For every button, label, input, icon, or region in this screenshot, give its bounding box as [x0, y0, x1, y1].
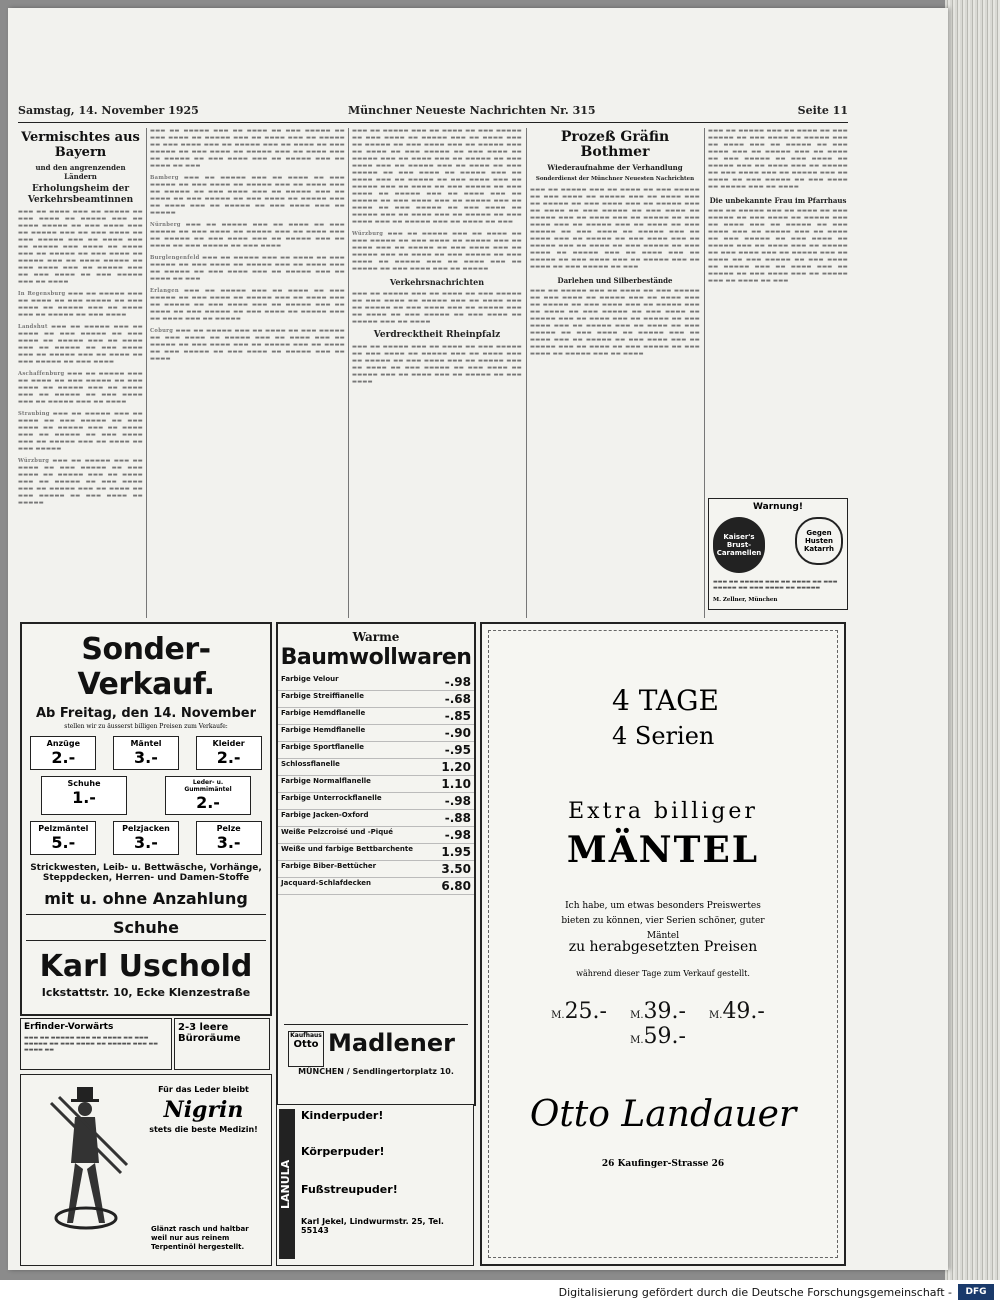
ad-uschold-schuhe-block: [26, 914, 266, 941]
subheading-pfarrhaus: Die unbekannte Frau im Pfarrhaus: [709, 196, 847, 205]
ad-madlener-row: Farbige Hemdflanelle -.85: [278, 708, 474, 725]
article-text-straubing: Straubing ▬▬▬ ▬▬ ▬▬▬▬▬ ▬▬▬ ▬▬ ▬▬▬▬ ▬▬ ▬▬▬ ▬▬▬▬▬ ▬▬ ▬▬▬ ▬▬▬▬ ▬▬ ▬▬▬▬▬ ▬▬▬ ▬▬ ▬▬▬▬ ▬▬▬ ▬▬ ▬▬▬▬▬ ▬▬ ▬▬▬ ▬▬▬▬ ▬▬▬ ▬▬ ▬▬▬▬▬ ▬▬▬ ▬▬ ▬▬▬▬ ▬▬ ▬▬▬ ▬▬▬▬▬: [18, 411, 143, 452]
ad-madlener-row: Farbige Jacken-Oxford -.88: [278, 810, 474, 827]
ad-erfinder: Erfinder-Vorwärts ▬▬▬ ▬▬ ▬▬▬▬▬ ▬▬▬ ▬▬ ▬▬▬▬ ▬▬ ▬▬▬ ▬▬▬▬▬ ▬▬ ▬▬▬ ▬▬▬▬ ▬▬ ▬▬▬▬▬ ▬▬▬ ▬▬ ▬▬▬▬ ▬▬: [20, 1018, 172, 1070]
ad-madlener-firm: Madlener: [328, 1029, 455, 1057]
place-wuerzburg: Würzburg: [18, 458, 50, 464]
ad-uschold-sub: stellen wir zu äusserst billigen Preisen zum Verkaufe:: [64, 723, 228, 730]
ad-landauer-firm: Otto Landauer: [529, 1094, 797, 1135]
column-5: [530, 128, 700, 618]
article-text-aschaffenburg: Aschaffenburg ▬▬▬ ▬▬ ▬▬▬▬▬ ▬▬▬ ▬▬ ▬▬▬▬ ▬▬ ▬▬▬ ▬▬▬▬▬ ▬▬ ▬▬▬ ▬▬▬▬ ▬▬ ▬▬▬▬▬ ▬▬▬ ▬▬ ▬▬▬▬ ▬▬▬ ▬▬ ▬▬▬▬▬ ▬▬ ▬▬▬ ▬▬▬▬ ▬▬▬ ▬▬ ▬▬▬▬▬ ▬▬▬ ▬▬ ▬▬▬▬: [18, 371, 143, 405]
ad-landauer-extra: Extra billiger: [568, 799, 758, 824]
ad-madlener-row: Weiße und farbige Bettbarchente 1.95: [278, 844, 474, 861]
column-rule: [526, 128, 527, 618]
page-header: [18, 100, 848, 123]
article-byline: Sonderdienst der Münchner Neuesten Nachrichten: [535, 176, 695, 182]
ad-uschold-item: Leder- u. Gummimäntel 2.-: [165, 776, 251, 815]
header-masthead: Münchner Neueste Nachrichten Nr. 315: [348, 104, 596, 117]
place-regensburg: In Regensburg: [18, 291, 66, 297]
ad-landauer-maentel: MÄNTEL: [566, 829, 760, 871]
ad-uschold-item: Anzüge 2.-: [30, 736, 96, 770]
article-text-darlehen: ▬▬▬ ▬▬ ▬▬▬▬▬ ▬▬▬ ▬▬ ▬▬▬▬ ▬▬ ▬▬▬ ▬▬▬▬▬ ▬▬ ▬▬▬ ▬▬▬▬ ▬▬ ▬▬▬▬▬ ▬▬▬ ▬▬ ▬▬▬▬ ▬▬▬ ▬▬ ▬▬▬▬▬ ▬▬ ▬▬▬ ▬▬▬▬ ▬▬▬ ▬▬ ▬▬▬▬▬ ▬▬▬ ▬▬ ▬▬▬▬ ▬▬ ▬▬▬ ▬▬▬▬▬ ▬▬ ▬▬▬ ▬▬▬▬ ▬▬ ▬▬▬▬▬ ▬▬▬ ▬▬ ▬▬▬▬ ▬▬▬ ▬▬ ▬▬▬▬▬ ▬▬ ▬▬▬ ▬▬▬▬ ▬▬▬ ▬▬ ▬▬▬▬▬ ▬▬▬ ▬▬ ▬▬▬▬ ▬▬ ▬▬▬ ▬▬▬▬▬ ▬▬ ▬▬▬ ▬▬▬▬ ▬▬ ▬▬▬▬▬ ▬▬▬ ▬▬ ▬▬▬▬ ▬▬▬ ▬▬ ▬▬▬▬▬ ▬▬ ▬▬▬ ▬▬▬▬ ▬▬▬ ▬▬ ▬▬▬▬▬ ▬▬▬ ▬▬ ▬▬▬▬ ▬▬ ▬▬▬ ▬▬▬▬▬ ▬▬ ▬▬▬ ▬▬▬▬ ▬▬ ▬▬▬▬▬ ▬▬▬ ▬▬ ▬▬▬▬: [530, 288, 700, 357]
ad-bueroraeume-title: 2-3 leere Büroräume: [178, 1022, 241, 1044]
ad-landauer: [480, 622, 846, 1266]
ad-madlener-row: Farbige Velour -.98: [278, 674, 474, 691]
ad-lanula-kinderpuder: Kinderpuder!: [301, 1109, 384, 1122]
ad-landauer-during: während dieser Tage zum Verkauf gestellt.: [576, 969, 750, 978]
ad-landauer-address: 26 Kaufinger-Strasse 26: [601, 1159, 725, 1169]
article-text-regensburg: In Regensburg ▬▬▬ ▬▬ ▬▬▬▬▬ ▬▬▬ ▬▬ ▬▬▬▬ ▬▬ ▬▬▬ ▬▬▬▬▬ ▬▬ ▬▬▬ ▬▬▬▬ ▬▬ ▬▬▬▬▬ ▬▬▬ ▬▬ ▬▬▬▬ ▬▬▬ ▬▬ ▬▬▬▬▬ ▬▬ ▬▬▬ ▬▬▬▬: [18, 291, 143, 318]
ad-madlener-title: Baumwollwaren: [280, 645, 472, 670]
ad-uschold-goods: Strickwesten, Leib- u. Bettwäsche, Vorhänge, Steppdecken, Herren- und Damen-Stoffe: [30, 863, 262, 883]
column-4: [352, 128, 522, 618]
ad-madlener-list: [278, 674, 474, 895]
ad-lanula: [276, 1104, 474, 1266]
place-nuernberg: Nürnberg: [150, 222, 181, 228]
article-text-wuerzburg-2: Würzburg ▬▬▬ ▬▬ ▬▬▬▬▬ ▬▬▬ ▬▬ ▬▬▬▬ ▬▬ ▬▬▬ ▬▬▬▬▬ ▬▬ ▬▬▬ ▬▬▬▬ ▬▬ ▬▬▬▬▬ ▬▬▬ ▬▬ ▬▬▬▬ ▬▬▬ ▬▬ ▬▬▬▬▬ ▬▬ ▬▬▬ ▬▬▬▬ ▬▬▬ ▬▬ ▬▬▬▬▬ ▬▬▬ ▬▬ ▬▬▬▬ ▬▬ ▬▬▬ ▬▬▬▬▬ ▬▬ ▬▬▬ ▬▬▬▬ ▬▬ ▬▬▬▬▬ ▬▬▬ ▬▬ ▬▬▬▬ ▬▬▬ ▬▬ ▬▬▬▬▬ ▬▬ ▬▬▬ ▬▬▬▬ ▬▬▬ ▬▬ ▬▬▬▬▬: [352, 231, 522, 272]
article-text-burglengenfeld: Burglengenfeld ▬▬▬ ▬▬ ▬▬▬▬▬ ▬▬▬ ▬▬ ▬▬▬▬ ▬▬ ▬▬▬ ▬▬▬▬▬ ▬▬ ▬▬▬ ▬▬▬▬ ▬▬ ▬▬▬▬▬ ▬▬▬ ▬▬ ▬▬▬▬ ▬▬▬ ▬▬ ▬▬▬▬▬ ▬▬ ▬▬▬ ▬▬▬▬ ▬▬▬ ▬▬ ▬▬▬▬▬ ▬▬▬ ▬▬ ▬▬▬▬ ▬▬ ▬▬▬: [150, 255, 345, 282]
ad-madlener-top: Warme: [352, 630, 400, 644]
ad-uschold-item: Kleider 2.-: [196, 736, 262, 770]
ad-madlener: [276, 622, 476, 1106]
ad-madlener-row: Farbige Hemdflanelle -.90: [278, 725, 474, 742]
ad-nigrin-top: Für das Leder bleibt: [158, 1085, 249, 1094]
place-burglengenfeld: Burglengenfeld: [150, 255, 200, 261]
column-6-continued: [708, 612, 848, 622]
article-text-landshut: Landshut ▬▬▬ ▬▬ ▬▬▬▬▬ ▬▬▬ ▬▬ ▬▬▬▬ ▬▬ ▬▬▬ ▬▬▬▬▬ ▬▬ ▬▬▬ ▬▬▬▬ ▬▬ ▬▬▬▬▬ ▬▬▬ ▬▬ ▬▬▬▬ ▬▬▬ ▬▬ ▬▬▬▬▬ ▬▬ ▬▬▬ ▬▬▬▬ ▬▬▬ ▬▬ ▬▬▬▬▬ ▬▬▬ ▬▬ ▬▬▬▬ ▬▬ ▬▬▬ ▬▬▬▬▬ ▬▬ ▬▬▬ ▬▬▬▬: [18, 324, 143, 365]
subheading-verkehr: Verkehrsnachrichten: [389, 277, 485, 287]
header-date: Samstag, 14. November 1925: [18, 104, 199, 117]
article-title: Erholungsheim der Verkehrsbeamtinnen: [27, 184, 134, 205]
ad-landauer-price: M.49.-: [709, 999, 765, 1024]
ad-landauer-price: M.59.-: [630, 1024, 686, 1049]
ad-nigrin-brand: Nigrin: [163, 1097, 244, 1123]
ad-uschold-schuhe: Schuhe: [112, 918, 180, 937]
place-bamberg: Bamberg: [150, 175, 179, 181]
ad-kaisers-caramellen: [708, 498, 848, 610]
article-text-verkehr: ▬▬▬ ▬▬ ▬▬▬▬▬ ▬▬▬ ▬▬ ▬▬▬▬ ▬▬ ▬▬▬ ▬▬▬▬▬ ▬▬ ▬▬▬ ▬▬▬▬ ▬▬ ▬▬▬▬▬ ▬▬▬ ▬▬ ▬▬▬▬ ▬▬▬ ▬▬ ▬▬▬▬▬ ▬▬ ▬▬▬ ▬▬▬▬ ▬▬▬ ▬▬ ▬▬▬▬▬ ▬▬▬ ▬▬ ▬▬▬▬ ▬▬ ▬▬▬ ▬▬▬▬▬ ▬▬ ▬▬▬ ▬▬▬▬ ▬▬ ▬▬▬▬▬ ▬▬▬ ▬▬ ▬▬▬▬: [352, 291, 522, 325]
ad-landauer-line1: 4 TAGE: [612, 684, 719, 717]
article-title-bothmer: Prozeß Gräfin Bothmer: [560, 129, 670, 160]
ad-madlener-address: MÜNCHEN / Sendlingertorplatz 10.: [298, 1067, 454, 1076]
place-straubing: Straubing: [18, 411, 50, 417]
ad-kaisers-warnung: Warnung!: [753, 502, 803, 512]
place-erlangen: Erlangen: [150, 288, 179, 294]
column-rule: [348, 128, 349, 618]
ad-lanula-koerperpuder: Körperpuder!: [301, 1145, 385, 1158]
ad-madlener-row: Weiße Pelzcroisé und -Piqué -.98: [278, 827, 474, 844]
ad-madlener-row: Farbige Streiffianelle -.68: [278, 691, 474, 708]
article-text-bamberg: Bamberg ▬▬▬ ▬▬ ▬▬▬▬▬ ▬▬▬ ▬▬ ▬▬▬▬ ▬▬ ▬▬▬ ▬▬▬▬▬ ▬▬ ▬▬▬ ▬▬▬▬ ▬▬ ▬▬▬▬▬ ▬▬▬ ▬▬ ▬▬▬▬ ▬▬▬ ▬▬ ▬▬▬▬▬ ▬▬ ▬▬▬ ▬▬▬▬ ▬▬▬ ▬▬ ▬▬▬▬▬ ▬▬▬ ▬▬ ▬▬▬▬ ▬▬ ▬▬▬ ▬▬▬▬▬ ▬▬ ▬▬▬ ▬▬▬▬ ▬▬ ▬▬▬▬▬ ▬▬▬ ▬▬ ▬▬▬▬ ▬▬▬ ▬▬ ▬▬▬▬▬ ▬▬ ▬▬▬ ▬▬▬▬ ▬▬▬ ▬▬ ▬▬▬▬▬: [150, 175, 345, 216]
ad-lanula-brand: LANULA: [279, 1109, 295, 1259]
ad-kaisers-text: ▬▬▬ ▬▬ ▬▬▬▬▬ ▬▬▬ ▬▬ ▬▬▬▬ ▬▬ ▬▬▬ ▬▬▬▬▬ ▬▬ ▬▬▬ ▬▬▬▬ ▬▬ ▬▬▬▬▬: [713, 579, 838, 591]
ad-landauer-price: M.25.-: [551, 999, 607, 1024]
place-coburg: Coburg: [150, 328, 174, 334]
column-1: [18, 128, 143, 618]
ad-kaisers-distributor: M. Zellner, München: [713, 597, 778, 603]
ad-madlener-row: Farbige Unterrockflanelle -.98: [278, 793, 474, 810]
ad-nigrin: [20, 1074, 272, 1266]
section-title: Vermischtes aus Bayern: [21, 130, 140, 160]
ad-uschold-item: Mäntel 3.-: [113, 736, 179, 770]
ad-uschold-title: Sonder-Verkauf.: [77, 632, 215, 702]
ad-uschold-address: Ickstattstr. 10, Ecke Klenzestraße: [41, 986, 251, 999]
column-6-text: ▬▬▬ ▬▬ ▬▬▬▬▬ ▬▬▬ ▬▬ ▬▬▬▬ ▬▬ ▬▬▬ ▬▬▬▬▬ ▬▬ ▬▬▬ ▬▬▬▬ ▬▬ ▬▬▬▬▬ ▬▬▬ ▬▬ ▬▬▬▬ ▬▬▬ ▬▬ ▬▬▬▬▬ ▬▬ ▬▬▬ ▬▬▬▬ ▬▬▬ ▬▬ ▬▬▬▬▬ ▬▬▬ ▬▬ ▬▬▬▬ ▬▬ ▬▬▬ ▬▬▬▬▬ ▬▬ ▬▬▬ ▬▬▬▬ ▬▬ ▬▬▬▬▬ ▬▬▬ ▬▬ ▬▬▬▬ ▬▬▬ ▬▬ ▬▬▬▬▬ ▬▬ ▬▬▬ ▬▬▬▬ ▬▬▬ ▬▬ ▬▬▬▬▬ ▬▬▬ ▬▬ ▬▬▬▬ ▬▬ ▬▬▬ ▬▬▬▬▬ ▬▬ ▬▬▬ ▬▬▬▬ ▬▬ ▬▬▬▬▬ ▬▬▬ ▬▬ ▬▬▬▬: [708, 128, 848, 190]
ad-kaisers-gegen-husten: Gegen Husten Katarrh: [795, 517, 843, 565]
ad-madlener-firm-block: [284, 1024, 468, 1085]
section-subtitle: und den angrenzenden Ländern: [35, 163, 126, 181]
column-rule: [146, 128, 147, 618]
footer-text: Digitalisierung gefördert durch die Deutsche Forschungsgemeinschaft -: [558, 1286, 952, 1299]
ad-uschold: [20, 622, 272, 1016]
ad-lanula-jekel: Karl Jekel, Lindwurmstr. 25, Tel. 55143: [301, 1217, 444, 1235]
ad-madlener-logo: Kaufhaus Otto: [288, 1031, 324, 1067]
book-page-edges: [945, 0, 1000, 1280]
ad-uschold-payment: mit u. ohne Anzahlung: [44, 889, 248, 908]
ad-nigrin-bottom: Glänzt rasch und haltbar weil nur aus reinem Terpentinöl hergestellt.: [151, 1225, 249, 1251]
ad-uschold-date: Ab Freitag, den 14. November: [35, 706, 257, 721]
ad-uschold-item: Schuhe 1.-: [41, 776, 127, 815]
ad-uschold-item: Pelzjacken 3.-: [113, 821, 179, 855]
ad-madlener-row: Schlossflanelle 1.20: [278, 759, 474, 776]
ad-kaisers-brand: Kaiser's Brust-Caramellen: [716, 533, 762, 557]
dfg-logo: DFG: [958, 1284, 994, 1300]
article-subtitle-bothmer: Wiederaufnahme der Verhandlung: [547, 163, 683, 172]
column-6: [708, 128, 848, 498]
ad-uschold-row-1: [22, 736, 270, 770]
article-text-erlangen: Erlangen ▬▬▬ ▬▬ ▬▬▬▬▬ ▬▬▬ ▬▬ ▬▬▬▬ ▬▬ ▬▬▬ ▬▬▬▬▬ ▬▬ ▬▬▬ ▬▬▬▬ ▬▬ ▬▬▬▬▬ ▬▬▬ ▬▬ ▬▬▬▬ ▬▬▬ ▬▬ ▬▬▬▬▬ ▬▬ ▬▬▬ ▬▬▬▬ ▬▬▬ ▬▬ ▬▬▬▬▬ ▬▬▬ ▬▬ ▬▬▬▬ ▬▬ ▬▬▬ ▬▬▬▬▬ ▬▬ ▬▬▬ ▬▬▬▬ ▬▬ ▬▬▬▬▬ ▬▬▬ ▬▬ ▬▬▬▬ ▬▬▬ ▬▬ ▬▬▬▬▬: [150, 288, 345, 322]
ad-madlener-row: Farbige Sportflanelle -.95: [278, 742, 474, 759]
ad-lanula-fussstreupuder: Fußstreupuder!: [301, 1183, 398, 1196]
ad-madlener-row: Farbige Biber-Bettücher 3.50: [278, 861, 474, 878]
ad-madlener-row: Jacquard-Schlafdecken 6.80: [278, 878, 474, 895]
column-2: [150, 128, 345, 618]
ad-uschold-row-2: [22, 776, 270, 815]
ad-nigrin-sub: stets die beste Medizin!: [149, 1125, 258, 1134]
place-aschaffenburg: Aschaffenburg: [18, 371, 65, 377]
ad-erfinder-title: Erfinder-Vorwärts: [24, 1022, 114, 1032]
ad-kaisers-logo: [713, 517, 765, 573]
article-text-bothmer: ▬▬▬ ▬▬ ▬▬▬▬▬ ▬▬▬ ▬▬ ▬▬▬▬ ▬▬ ▬▬▬ ▬▬▬▬▬ ▬▬ ▬▬▬ ▬▬▬▬ ▬▬ ▬▬▬▬▬ ▬▬▬ ▬▬ ▬▬▬▬ ▬▬▬ ▬▬ ▬▬▬▬▬ ▬▬ ▬▬▬ ▬▬▬▬ ▬▬▬ ▬▬ ▬▬▬▬▬ ▬▬▬ ▬▬ ▬▬▬▬ ▬▬ ▬▬▬ ▬▬▬▬▬ ▬▬ ▬▬▬ ▬▬▬▬ ▬▬ ▬▬▬▬▬ ▬▬▬ ▬▬ ▬▬▬▬ ▬▬▬ ▬▬ ▬▬▬▬▬ ▬▬ ▬▬▬ ▬▬▬▬ ▬▬▬ ▬▬ ▬▬▬▬▬ ▬▬▬ ▬▬ ▬▬▬▬ ▬▬ ▬▬▬ ▬▬▬▬▬ ▬▬ ▬▬▬ ▬▬▬▬ ▬▬ ▬▬▬▬▬ ▬▬▬ ▬▬ ▬▬▬▬ ▬▬▬ ▬▬ ▬▬▬▬▬ ▬▬ ▬▬▬ ▬▬▬▬ ▬▬▬ ▬▬ ▬▬▬▬▬ ▬▬▬ ▬▬ ▬▬▬▬ ▬▬ ▬▬▬ ▬▬▬▬▬ ▬▬ ▬▬▬ ▬▬▬▬ ▬▬ ▬▬▬▬▬ ▬▬▬ ▬▬ ▬▬▬▬ ▬▬▬ ▬▬ ▬▬▬▬▬ ▬▬ ▬▬▬ ▬▬▬▬ ▬▬▬ ▬▬ ▬▬▬▬▬ ▬▬▬ ▬▬ ▬▬▬▬ ▬▬ ▬▬▬ ▬▬▬▬▬ ▬▬ ▬▬▬: [530, 187, 700, 270]
column-2-text: ▬▬▬ ▬▬ ▬▬▬▬▬ ▬▬▬ ▬▬ ▬▬▬▬ ▬▬ ▬▬▬ ▬▬▬▬▬ ▬▬ ▬▬▬ ▬▬▬▬ ▬▬ ▬▬▬▬▬ ▬▬▬ ▬▬ ▬▬▬▬ ▬▬▬ ▬▬ ▬▬▬▬▬ ▬▬ ▬▬▬ ▬▬▬▬ ▬▬▬ ▬▬ ▬▬▬▬▬ ▬▬▬ ▬▬ ▬▬▬▬ ▬▬ ▬▬▬ ▬▬▬▬▬ ▬▬ ▬▬▬ ▬▬▬▬ ▬▬ ▬▬▬▬▬ ▬▬▬ ▬▬ ▬▬▬▬ ▬▬▬ ▬▬ ▬▬▬▬▬ ▬▬ ▬▬▬ ▬▬▬▬ ▬▬▬ ▬▬ ▬▬▬▬▬ ▬▬▬ ▬▬ ▬▬▬▬ ▬▬ ▬▬▬: [150, 128, 345, 169]
place-landshut: Landshut: [18, 324, 48, 330]
article-text-nuernberg: Nürnberg ▬▬▬ ▬▬ ▬▬▬▬▬ ▬▬▬ ▬▬ ▬▬▬▬ ▬▬ ▬▬▬ ▬▬▬▬▬ ▬▬ ▬▬▬ ▬▬▬▬ ▬▬ ▬▬▬▬▬ ▬▬▬ ▬▬ ▬▬▬▬ ▬▬▬ ▬▬ ▬▬▬▬▬ ▬▬ ▬▬▬ ▬▬▬▬ ▬▬▬ ▬▬ ▬▬▬▬▬ ▬▬▬ ▬▬ ▬▬▬▬ ▬▬ ▬▬▬ ▬▬▬▬▬ ▬▬ ▬▬▬ ▬▬▬▬: [150, 222, 345, 249]
column-rule: [704, 128, 705, 618]
article-text-coburg: Coburg ▬▬▬ ▬▬ ▬▬▬▬▬ ▬▬▬ ▬▬ ▬▬▬▬ ▬▬ ▬▬▬ ▬▬▬▬▬ ▬▬ ▬▬▬ ▬▬▬▬ ▬▬ ▬▬▬▬▬ ▬▬▬ ▬▬ ▬▬▬▬ ▬▬▬ ▬▬ ▬▬▬▬▬ ▬▬ ▬▬▬ ▬▬▬▬ ▬▬▬ ▬▬ ▬▬▬▬▬ ▬▬▬ ▬▬ ▬▬▬▬ ▬▬ ▬▬▬ ▬▬▬▬▬ ▬▬ ▬▬▬ ▬▬▬▬ ▬▬ ▬▬▬▬▬ ▬▬▬ ▬▬ ▬▬▬▬: [150, 328, 345, 362]
digitization-footer: [0, 1280, 1000, 1304]
ad-uschold-row-3: [22, 821, 270, 855]
newspaper-page: [8, 8, 948, 1270]
ad-landauer-body: Ich habe, um etwas besonders Preiswertes bieten zu können, vier Serien schöner, guter Mäntel: [561, 901, 765, 941]
ad-uschold-item: Pelze 3.-: [196, 821, 262, 855]
article-text-pfarrhaus: ▬▬▬ ▬▬ ▬▬▬▬▬ ▬▬▬ ▬▬ ▬▬▬▬ ▬▬ ▬▬▬ ▬▬▬▬▬ ▬▬ ▬▬▬ ▬▬▬▬ ▬▬ ▬▬▬▬▬ ▬▬▬ ▬▬ ▬▬▬▬ ▬▬▬ ▬▬ ▬▬▬▬▬ ▬▬ ▬▬▬ ▬▬▬▬ ▬▬▬ ▬▬ ▬▬▬▬▬ ▬▬▬ ▬▬ ▬▬▬▬ ▬▬ ▬▬▬ ▬▬▬▬▬ ▬▬ ▬▬▬ ▬▬▬▬ ▬▬ ▬▬▬▬▬ ▬▬▬ ▬▬ ▬▬▬▬ ▬▬▬ ▬▬ ▬▬▬▬▬ ▬▬ ▬▬▬ ▬▬▬▬ ▬▬▬ ▬▬ ▬▬▬▬▬ ▬▬▬ ▬▬ ▬▬▬▬ ▬▬ ▬▬▬ ▬▬▬▬▬ ▬▬ ▬▬▬ ▬▬▬▬ ▬▬ ▬▬▬▬▬ ▬▬▬ ▬▬ ▬▬▬▬ ▬▬▬ ▬▬ ▬▬▬▬▬ ▬▬ ▬▬▬ ▬▬▬▬ ▬▬▬ ▬▬ ▬▬▬▬▬ ▬▬▬ ▬▬ ▬▬▬▬ ▬▬ ▬▬▬: [708, 208, 848, 284]
ad-landauer-price: M.39.-: [630, 999, 686, 1024]
article-text-rheinpfalz: ▬▬▬ ▬▬ ▬▬▬▬▬ ▬▬▬ ▬▬ ▬▬▬▬ ▬▬ ▬▬▬ ▬▬▬▬▬ ▬▬ ▬▬▬ ▬▬▬▬ ▬▬ ▬▬▬▬▬ ▬▬▬ ▬▬ ▬▬▬▬ ▬▬▬ ▬▬ ▬▬▬▬▬ ▬▬ ▬▬▬ ▬▬▬▬ ▬▬▬ ▬▬ ▬▬▬▬▬ ▬▬▬ ▬▬ ▬▬▬▬ ▬▬ ▬▬▬ ▬▬▬▬▬ ▬▬ ▬▬▬ ▬▬▬▬ ▬▬ ▬▬▬▬▬ ▬▬▬ ▬▬ ▬▬▬▬ ▬▬▬ ▬▬ ▬▬▬▬▬ ▬▬ ▬▬▬ ▬▬▬▬: [352, 344, 522, 385]
place-wuerzburg-2: Würzburg: [352, 231, 384, 237]
article-text-wuerzburg: Würzburg ▬▬▬ ▬▬ ▬▬▬▬▬ ▬▬▬ ▬▬ ▬▬▬▬ ▬▬ ▬▬▬ ▬▬▬▬▬ ▬▬ ▬▬▬ ▬▬▬▬ ▬▬ ▬▬▬▬▬ ▬▬▬ ▬▬ ▬▬▬▬ ▬▬▬ ▬▬ ▬▬▬▬▬ ▬▬ ▬▬▬ ▬▬▬▬ ▬▬▬ ▬▬ ▬▬▬▬▬ ▬▬▬ ▬▬ ▬▬▬▬ ▬▬ ▬▬▬ ▬▬▬▬▬ ▬▬ ▬▬▬ ▬▬▬▬ ▬▬ ▬▬▬▬▬: [18, 458, 143, 506]
ad-madlener-row: Farbige Normalflanelle 1.10: [278, 776, 474, 793]
ad-landauer-prices: [512, 999, 822, 1049]
subheading-rheinpfalz: Verdrecktheit Rheinpfalz: [373, 330, 501, 340]
column-4-text: ▬▬▬ ▬▬ ▬▬▬▬▬ ▬▬▬ ▬▬ ▬▬▬▬ ▬▬ ▬▬▬ ▬▬▬▬▬ ▬▬ ▬▬▬ ▬▬▬▬ ▬▬ ▬▬▬▬▬ ▬▬▬ ▬▬ ▬▬▬▬ ▬▬▬ ▬▬ ▬▬▬▬▬ ▬▬ ▬▬▬ ▬▬▬▬ ▬▬▬ ▬▬ ▬▬▬▬▬ ▬▬▬ ▬▬ ▬▬▬▬ ▬▬ ▬▬▬ ▬▬▬▬▬ ▬▬ ▬▬▬ ▬▬▬▬ ▬▬ ▬▬▬▬▬ ▬▬▬ ▬▬ ▬▬▬▬ ▬▬▬ ▬▬ ▬▬▬▬▬ ▬▬ ▬▬▬ ▬▬▬▬ ▬▬▬ ▬▬ ▬▬▬▬▬ ▬▬▬ ▬▬ ▬▬▬▬ ▬▬ ▬▬▬ ▬▬▬▬▬ ▬▬ ▬▬▬ ▬▬▬▬ ▬▬ ▬▬▬▬▬ ▬▬▬ ▬▬ ▬▬▬▬ ▬▬▬ ▬▬ ▬▬▬▬▬ ▬▬ ▬▬▬ ▬▬▬▬ ▬▬▬ ▬▬ ▬▬▬▬▬ ▬▬▬ ▬▬ ▬▬▬▬ ▬▬ ▬▬▬ ▬▬▬▬▬ ▬▬ ▬▬▬ ▬▬▬▬ ▬▬ ▬▬▬▬▬ ▬▬▬ ▬▬ ▬▬▬▬ ▬▬▬ ▬▬ ▬▬▬▬▬ ▬▬ ▬▬▬ ▬▬▬▬ ▬▬▬ ▬▬ ▬▬▬▬▬ ▬▬▬ ▬▬ ▬▬▬▬ ▬▬ ▬▬▬ ▬▬▬▬▬ ▬▬ ▬▬▬ ▬▬▬▬ ▬▬ ▬▬▬▬▬ ▬▬▬ ▬▬ ▬▬▬▬ ▬▬▬ ▬▬ ▬▬▬▬▬ ▬▬ ▬▬▬ ▬▬▬▬ ▬▬▬ ▬▬ ▬▬▬▬▬ ▬▬▬ ▬▬ ▬▬▬▬ ▬▬ ▬▬▬: [352, 128, 522, 225]
ad-landauer-reduced: zu herabgesetzten Preisen: [568, 939, 758, 955]
header-page-number: Seite 11: [797, 104, 848, 117]
ad-bueroraeume: [174, 1018, 270, 1070]
ad-uschold-firm: Karl Uschold: [39, 949, 253, 984]
ad-landauer-line2: 4 Serien: [612, 722, 715, 750]
subheading-darlehen: Darlehen und Silberbestände: [557, 276, 673, 285]
chimney-sweep-illustration: [41, 1083, 131, 1233]
ad-uschold-item: Pelzmäntel 5.-: [30, 821, 96, 855]
article-body-text: ▬▬▬ ▬▬ ▬▬▬▬ ▬▬▬ ▬▬ ▬▬▬▬▬ ▬▬ ▬▬▬ ▬▬▬▬ ▬▬ ▬▬▬▬▬ ▬▬▬ ▬▬ ▬▬▬▬ ▬▬▬▬▬ ▬▬ ▬▬▬ ▬▬▬▬ ▬▬▬ ▬▬ ▬▬▬▬▬ ▬▬▬ ▬▬ ▬▬▬ ▬▬▬▬ ▬▬ ▬▬▬ ▬▬▬▬▬ ▬▬▬ ▬▬ ▬▬▬▬ ▬▬▬ ▬▬ ▬▬▬▬▬ ▬▬▬ ▬▬▬▬ ▬▬ ▬▬▬▬ ▬▬▬ ▬▬ ▬▬▬▬▬ ▬▬ ▬▬▬ ▬▬▬▬ ▬▬ ▬▬▬▬▬ ▬▬▬ ▬▬ ▬▬▬▬ ▬▬▬▬▬ ▬▬ ▬▬▬ ▬▬▬▬ ▬▬▬ ▬▬ ▬▬▬▬▬ ▬▬▬ ▬▬ ▬▬▬ ▬▬▬▬ ▬▬ ▬▬▬ ▬▬▬▬▬ ▬▬▬ ▬▬ ▬▬▬▬: [18, 209, 143, 285]
